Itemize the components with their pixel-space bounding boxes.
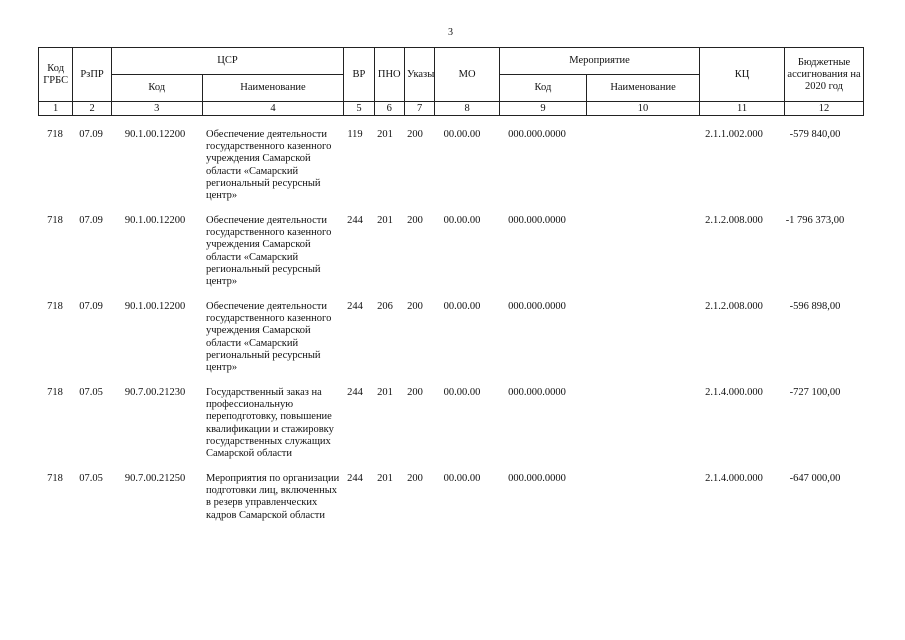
cell-pno: 201 [377,215,393,226]
header-mer-kod: Код [499,75,586,102]
cell-vr: 119 [347,129,363,140]
col-number: 11 [700,102,785,116]
cell-vr: 244 [347,301,363,312]
header-kod-grbs: Код ГРБС [39,48,73,102]
cell-grbs: 718 [47,129,63,140]
cell-rzpr: 07.09 [79,129,103,140]
header-budget: Бюджетные ассигнования на 2020 год [785,48,864,102]
cell-pno: 201 [377,473,393,484]
header-csr-kod: Код [111,75,202,102]
cell-kc: 2.1.4.000.000 [705,473,763,484]
cell-rzpr: 07.09 [79,301,103,312]
cell-kc: 2.1.1.002.000 [705,129,763,140]
cell-rzpr: 07.05 [79,473,103,484]
cell-ukazy: 200 [407,129,423,140]
col-number: 12 [785,102,864,116]
cell-pno: 206 [377,301,393,312]
cell-name: Мероприятия по организации подготовки лиц, включенных в резерв управленческих кадров Самарской области [206,473,340,521]
col-number: 10 [586,102,699,116]
cell-name: Обеспечение деятельности государственного казенного учреждения Самарской области «Самарский региональный ресурсный центр» [206,129,332,202]
cell-pno: 201 [377,387,393,398]
cell-amount: -579 840,00 [789,129,841,140]
cell-mo: 00.00.00 [443,129,481,140]
header-mer-name: Наименование [586,75,699,102]
header-meropriyatie: Мероприятие [499,48,699,75]
table-row [38,387,864,460]
table-row [38,301,864,374]
col-number: 1 [39,102,73,116]
cell-vr: 244 [347,387,363,398]
cell-name: Обеспечение деятельности государственного казенного учреждения Самарской области «Самарский региональный ресурсный центр» [206,301,332,374]
cell-kc: 2.1.2.008.000 [705,215,763,226]
cell-mer-kod: 000.000.0000 [508,387,566,398]
col-number: 5 [344,102,374,116]
cell-grbs: 718 [47,301,63,312]
cell-csr: 90.1.00.12200 [124,129,186,140]
cell-csr: 90.1.00.12200 [124,301,186,312]
cell-rzpr: 07.05 [79,387,103,398]
cell-name: Обеспечение деятельности государственного казенного учреждения Самарской области «Самарский региональный ресурсный центр» [206,215,332,288]
cell-rzpr: 07.09 [79,215,103,226]
cell-csr: 90.7.00.21250 [124,473,186,484]
page-number: 3 [448,27,453,38]
cell-name: Государственный заказ на профессиональную переподготовку, повышение квалификации и стажировку государственных служащих Самарской области [206,387,334,460]
cell-mo: 00.00.00 [443,473,481,484]
cell-csr: 90.1.00.12200 [124,215,186,226]
cell-vr: 244 [347,473,363,484]
cell-mer-kod: 000.000.0000 [508,301,566,312]
cell-ukazy: 200 [407,473,423,484]
cell-csr: 90.7.00.21230 [124,387,186,398]
header-csr: ЦСР [111,48,344,75]
header-rzpr: РзПР [73,48,111,102]
cell-mer-kod: 000.000.0000 [508,129,566,140]
header-pno: ПНО [374,48,404,102]
cell-grbs: 718 [47,215,63,226]
col-number: 4 [202,102,344,116]
cell-mo: 00.00.00 [443,215,481,226]
col-number: 8 [435,102,500,116]
header-kc: КЦ [700,48,785,102]
cell-amount: -596 898,00 [789,301,841,312]
cell-ukazy: 200 [407,387,423,398]
cell-ukazy: 200 [407,301,423,312]
table-header [38,47,864,116]
cell-mer-kod: 000.000.0000 [508,215,566,226]
header-ukazy: Указы [404,48,434,102]
cell-vr: 244 [347,215,363,226]
cell-amount: -1 796 373,00 [785,215,845,226]
col-number: 2 [73,102,111,116]
table-row [38,129,864,202]
cell-ukazy: 200 [407,215,423,226]
cell-amount: -647 000,00 [789,473,841,484]
col-number: 3 [111,102,202,116]
cell-grbs: 718 [47,473,63,484]
col-number: 9 [499,102,586,116]
cell-pno: 201 [377,129,393,140]
cell-mo: 00.00.00 [443,387,481,398]
cell-mo: 00.00.00 [443,301,481,312]
col-number: 6 [374,102,404,116]
header-csr-name: Наименование [202,75,344,102]
cell-kc: 2.1.4.000.000 [705,387,763,398]
table-row [38,473,864,522]
cell-mer-kod: 000.000.0000 [508,473,566,484]
cell-amount: -727 100,00 [789,387,841,398]
header-mo: МО [435,48,500,102]
header-vr: ВР [344,48,374,102]
cell-kc: 2.1.2.008.000 [705,301,763,312]
cell-grbs: 718 [47,387,63,398]
col-number: 7 [404,102,434,116]
table-row [38,215,864,288]
